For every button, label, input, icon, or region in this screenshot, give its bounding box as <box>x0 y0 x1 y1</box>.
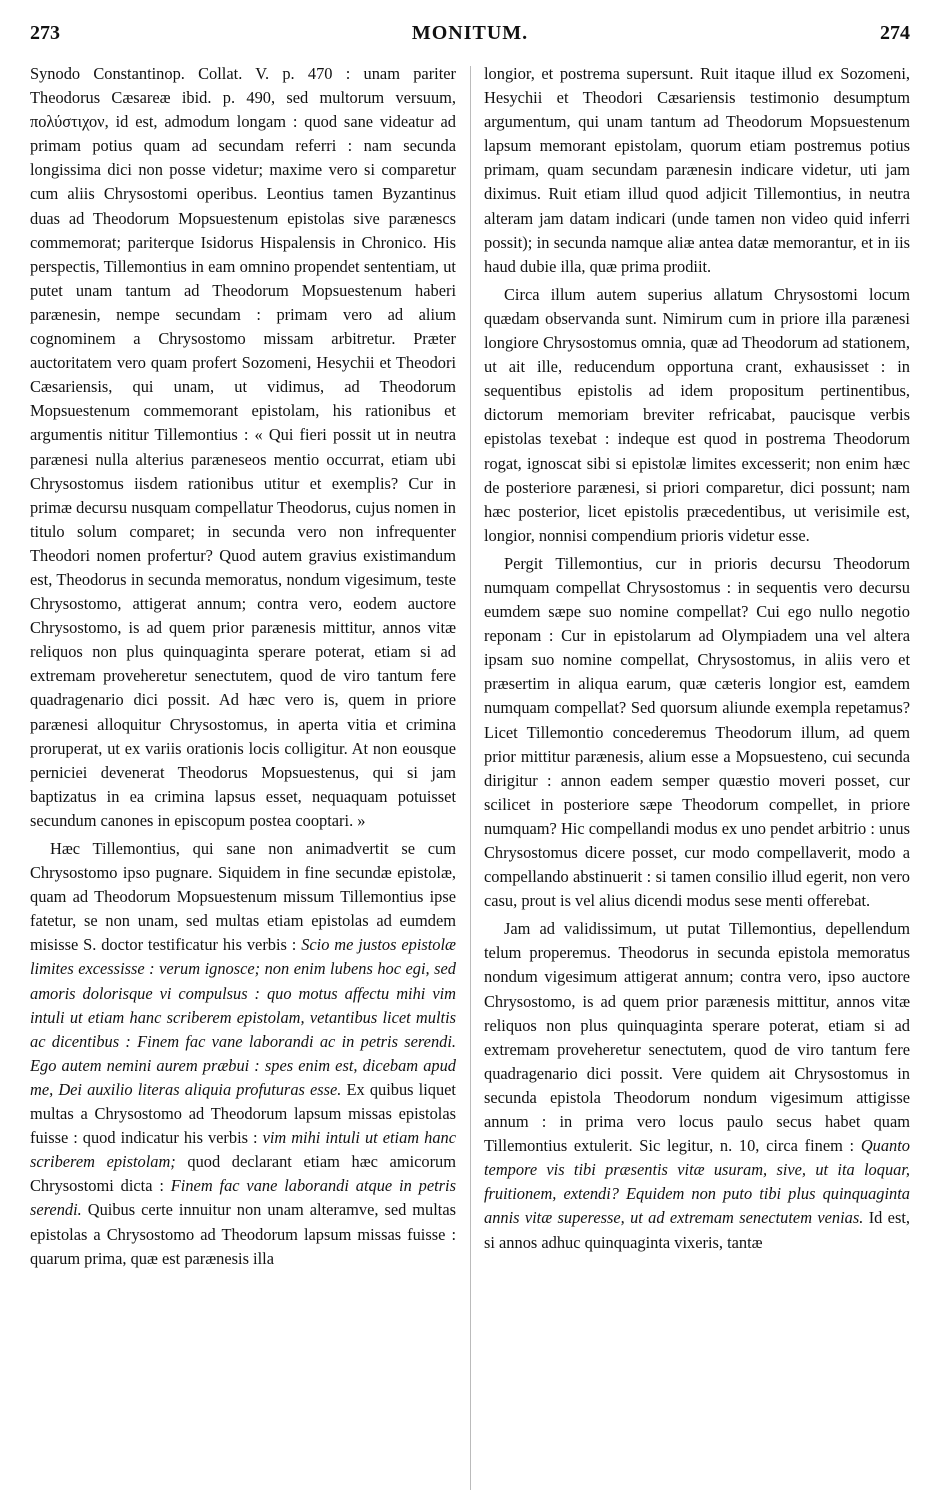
right-paragraph-2: Circa illum autem superius allatum Chrysostomi locum quædam observanda sunt. Nimirum cum in priore illa parænesi longiore Chrysostomus omnia, quæ ad Theodorum ad stationem, ut ait ille, reducendum opportuna crant, exhausisset : in sequentibus epistolis ad idem propositum pertinentibus, dictorum memoriam breviter refricabat, paucisque verbis epistolas texebat : indeque est quod in postrema Theodorum rogat, ignoscat sibi si epistolæ limites excesserit; non enim hæc de posteriore parænesi, si priori comparetur, dici possunt; nam hæc posterior, licet epistolis præcedentibus, ut verisimile est, longior, nonnisi compendium prioris videtur esse. <box>484 284 910 545</box>
text-run: Id est, si annos adhuc quinquaginta vixeris, tantæ <box>484 1208 910 1252</box>
right-page-number: 274 <box>880 22 910 44</box>
left-column <box>30 62 456 1492</box>
left-paragraph-2 <box>30 837 456 1271</box>
text-run: quod declarant etiam hæc amicorum Chrysostomi dicta : <box>30 1152 456 1196</box>
italic-quotation: Scio me justos epistolæ limites excessisse : verum ignosce; non enim lubens hoc egi, sed amoris dolorisque vi compulsus : quo motus affectu mihi vim intuli ut etiam hanc scriberem epistolam, vetantibus licet multis ac dicentibus : Finem fac vane laborandi ac in petris serendi. Ego autem nemini aurem præbui : spes enim est, dicebam apud me, Dei auxilio literas aliquia profuturas esse. <box>30 935 456 1099</box>
column-divider <box>470 66 471 1490</box>
text-run: Quibus certe innuitur non unam alteramve, sed multas epistolas a Chrysostomo ad Theodorum lapsum missas fuisse : quarum prima, quæ est parænesis illa <box>30 1200 456 1268</box>
right-column <box>484 62 910 1492</box>
left-paragraph-1: Synodo Constantinop. Collat. V. p. 470 : unam pariter Theodorus Cæsareæ ibid. p. 490, sed multorum versuum, πολύστιχον, id est, admodum longam : quod sane videatur ad primam potius quam ad secundam referri : nam secunda longissima dici non posse videtur; maxime vero si comparetur cum aliis Chrysostomi operibus. Leontius tamen Byzantinus duas ad Theodorum Mopsuestenum epistolas sive parænescs commemorat; pariterque Isidorus Hispalensis in Chronico. His perspectis, Tillemontius in eam omnino propendet sententiam, ut putet unam tantum ad Theodorum Mopsuestenum haberi parænesin, nempe secundam : primam vero ad alium cognominem a Chrysostomo missam arbitretur. Præter auctoritatem vero quam profert Sozomeni, Hesychii et Theodori Cæsariensis, qui unam, ut vidimus, ad Theodorum Mopsuestenum commemorant epistolam, his rationibus et argumentis nititur Tillemontius : « Qui fieri possit ut in neutra parænesi nulla alterius paræneseos mentio occurrat, etiam ubi Chrysostomus iisdem rationibus utitur et exemplis? Cur in primæ decursu nusquam compellatur Theodorus, cujus nomen in titulo solum comparet; in secunda vero non infrequenter Theodori nomen profertur? Quod autem gravius existimandum est, Theodorus in secunda memoratus, nondum vigesimum, teste Chrysostomo, attigerat annum; contra vero, eodem auctore Chrysostomo, is ad quem prior parænesis mittitur, annos vitæ reliquos non plus quinquaginta sperare poterat, etiam si ad extremam proveheretur senectutem, quod de viro tantum fere quadragenario dici possit. Ad hæc vero is, quem in priore parænesi alloquitur Chrysostomus, in aperta vitia et crimina proruperat, ut ex variis orationis locis colligitur. At non eousque perniciei devenerat Theodorus Mopsuestenus, qui si jam baptizatus in ea crimina lapsus esset, nequaquam potuisset secundum canones in episcopum postea cooptari. » <box>30 64 456 830</box>
text-run: Hæc Tillemontius, qui sane non animadvertit se cum Chrysostomo ipso pugnare. Siquidem in fine secundæ epistolæ, quam ad Theodorum Mopsuestenum missum Tillemontius ipse fatetur, se non unam, sed multas etiam epistolas ad eumdem misisse S. doctor testificatur his verbis : <box>30 839 456 955</box>
italic-quotation: vim mihi intuli ut etiam hanc scriberem epistolam; <box>30 1128 456 1172</box>
page-header <box>30 22 910 62</box>
text-run: Jam ad validissimum, ut putat Tillemontius, depellendum telum properemus. Theodorus in secunda epistola memoratus nondum vigesimum attigerat annum; contra vero, ipso auctore Chrysostomo, is ad quem prior parænesis mittitur, annos vitæ reliquos non plus quinquaginta sperare poterat, etiam si ad extremam proveheretur senectutem, quod de viro tantum fere quadragenario dici possit. Vere quidem ait Chrysostomus in secunda epistola Theodorum nondum vigesimum attigisse annum : in prima vero locus paulo secus habet quam Tillemontius extulerit. Sic legitur, n. 10, circa finem : <box>484 919 910 1156</box>
text-run: Ex quibus liquet multas a Chrysostomo ad Theodorum lapsum missas epistolas fuisse : quod indicatur his verbis : <box>30 1079 456 1148</box>
running-title: MONITUM. <box>411 22 529 44</box>
italic-quotation: Quanto tempore vis tibi præsentis vitæ usuram, sive, ut ita loquar, fruitionem, extendi? Equidem non puto tibi plus quinquaginta annis vitæ superesse, ut ad extremam senectutem venias. <box>484 1136 910 1228</box>
left-page-number: 273 <box>30 22 60 44</box>
right-paragraph-4 <box>484 917 910 1254</box>
right-paragraph-1: longior, et postrema supersunt. Ruit itaque illud ex Sozomeni, Hesychii et Theodori Cæsariensis testimonio desumptum argumentum, qui unam tantum ad Theodorum Mopsuestenum lapsum memorant epistolam, quorum etiam postremus potius primam, quam secundam parænesin indicare videtur, uti jam diximus. Ruit etiam illud quod adjicit Tillemontius, in neutra alteram jam datam indicari (unde tamen non video quid inferri possit); in secunda namque aliæ antea datæ memorantur, et in iis haud dubie illa, quæ prima prodiit. <box>484 64 910 276</box>
right-paragraph-3: Pergit Tillemontius, cur in prioris decursu Theodorum numquam compellat Chrysostomus : in sequentis vero decursu eumdem sæpe suo nomine compellat? Cui ego nullo negotio reponam : Cur in epistolarum ad Olympiadem una vel altera ipsam suo nomine compellat, Chrysostomus, in aliis vero et præsertim in aliqua earum, quæ cæteris longior est, eamdem numquam compellat? Sed quorsum aliunde exempla repetamus? Licet Tillemontio concederemus Theodorum illum, ad quem prior mittitur parænesis, alium esse a Mopsuesteno, cui secunda dirigitur : annon eadem semper quæstio moveri posset, cur scilicet in posteriore sæpe Theodorum compellet, in priore numquam? Hic compellandi modus ex uno pendet arbitrio : unus Chrysostomus dicere posset, cur modo compellaverit, modo a compellando abstinuerit : si tamen consilio illud egerit, non vero casu, prout is vel alius dicendi modus sese menti offerebat. <box>484 553 910 911</box>
italic-quotation: Finem fac vane laborandi atque in petris serendi. <box>30 1176 456 1220</box>
